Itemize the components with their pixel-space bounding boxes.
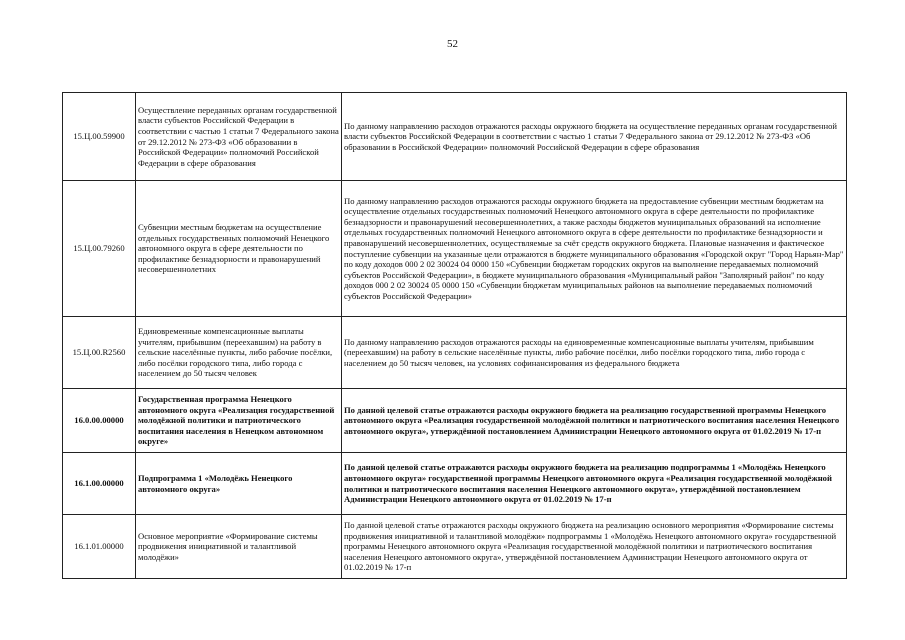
- target-article-description: По данному направлению расходов отражаются расходы на единовременные компенсационные выплаты учителям, прибывшим (переехавшим) на работу в сельские населённые пункты, либо рабочие посёлки, либо посёлки городского типа, либо города с населением до 50 тысяч человек, на условиях софинансирования из федерального бюджета: [342, 317, 847, 389]
- target-article-name: Основное мероприятие «Формирование системы продвижения инициативной и талантливой молодёжи»: [136, 515, 342, 579]
- target-articles-table: [62, 92, 847, 579]
- target-article-code: 16.0.00.00000: [63, 389, 136, 453]
- target-article-code: 15.Ц.00.59900: [63, 93, 136, 181]
- table-row: [63, 181, 847, 317]
- target-article-description: По данному направлению расходов отражаются расходы окружного бюджета на предоставление субвенции местным бюджетам на осуществление отдельных государственных полномочий Ненецкого автономного округа в сфере деятельности по профилактике безнадзорности и правонарушений несовершеннолетних, а также расходы бюджетов муниципальных образований на исполнение отдельных государственных полномочий Ненецкого автономного округа в сфере деятельности по профилактике безнадзорности и правонарушений несовершеннолетних, осуществляемые за счёт средств окружного бюджета. Плановые назначения и фактическое поступление субвенции на указанные цели отражаются в бюджете муниципального образования «Городской округ "Город Нарьян-Мар" по коду доходов 000 2 02 30024 04 0000 150 «Субвенции бюджетам городских округов на выполнение передаваемых полномочий субъектов Российской Федерации», в бюджете муниципального образования «Муниципальный район "Заполярный район" по коду доходов 000 2 02 30024 05 0000 150 «Субвенции бюджетам муниципальных районов на выполнение передаваемых полномочий субъектов Российской Федерации»: [342, 181, 847, 317]
- target-article-name: Подпрограмма 1 «Молодёжь Ненецкого автономного округа»: [136, 453, 342, 515]
- target-article-code: 16.1.01.00000: [63, 515, 136, 579]
- target-article-description: По данной целевой статье отражаются расходы окружного бюджета на реализацию подпрограммы 1 «Молодёжь Ненецкого автономного округа» государственной программы Ненецкого автономного округа «Реализация государственной молодёжной политики и патриотического воспитания населения Ненецкого автономного округа», утверждённой постановлением Администрации Ненецкого автономного округа от 01.02.2019 № 17-п: [342, 453, 847, 515]
- target-article-code: 15.Ц.00.R2560: [63, 317, 136, 389]
- target-article-name: Единовременные компенсационные выплаты учителям, прибывшим (переехавшим) на работу в сельские населённые пункты, либо рабочие посёлки, либо посёлки городского типа, либо города с населением до 50 тысяч человек: [136, 317, 342, 389]
- target-article-code: 16.1.00.00000: [63, 453, 136, 515]
- target-article-name: Осуществление переданных органам государственной власти субъектов Российской Федерации в соответствии с частью 1 статьи 7 Федерального закона от 29.12.2012 № 273-ФЗ «Об образовании в Российской Федерации» полномочий Российской Федерации в сфере образования: [136, 93, 342, 181]
- page-number: 52: [447, 38, 458, 50]
- target-article-description: По данной целевой статье отражаются расходы окружного бюджета на реализацию государственной программы Ненецкого автономного округа «Реализация государственной молодёжной политики и патриотического воспитания населения Ненецкого автономного округа», утверждённой постановлением Администрации Ненецкого автономного округа от 01.02.2019 № 17-п: [342, 389, 847, 453]
- target-article-name: Государственная программа Ненецкого автономного округа «Реализация государственной молодёжной политики и патриотического воспитания населения в Ненецком автономном округе»: [136, 389, 342, 453]
- table-row: [63, 389, 847, 453]
- table-row: [63, 453, 847, 515]
- target-article-description: По данному направлению расходов отражаются расходы окружного бюджета на осуществление переданных органам государственной власти субъектов Российской Федерации в соответствии с частью 1 статьи 7 Федерального закона от 29.12.2012 № 273-ФЗ «Об образовании в Российской Федерации» полномочий Российской Федерации в сфере образования: [342, 93, 847, 181]
- target-article-name: Субвенции местным бюджетам на осуществление отдельных государственных полномочий Ненецкого автономного округа в сфере деятельности по профилактике безнадзорности и правонарушений несовершеннолетних: [136, 181, 342, 317]
- table-row: [63, 317, 847, 389]
- target-article-code: 15.Ц.00.79260: [63, 181, 136, 317]
- table-row: [63, 93, 847, 181]
- table-row: [63, 515, 847, 579]
- target-article-description: По данной целевой статье отражаются расходы окружного бюджета на реализацию основного мероприятия «Формирование системы продвижения инициативной и талантливой молодёжи» подпрограммы 1 «Молодёжь Ненецкого автономного округа» государственной программы Ненецкого автономного округа «Реализация государственной молодёжной политики и патриотического воспитания населения Ненецкого автономного округа», утверждённой постановлением Администрации Ненецкого автономного округа от 01.02.2019 № 17-п: [342, 515, 847, 579]
